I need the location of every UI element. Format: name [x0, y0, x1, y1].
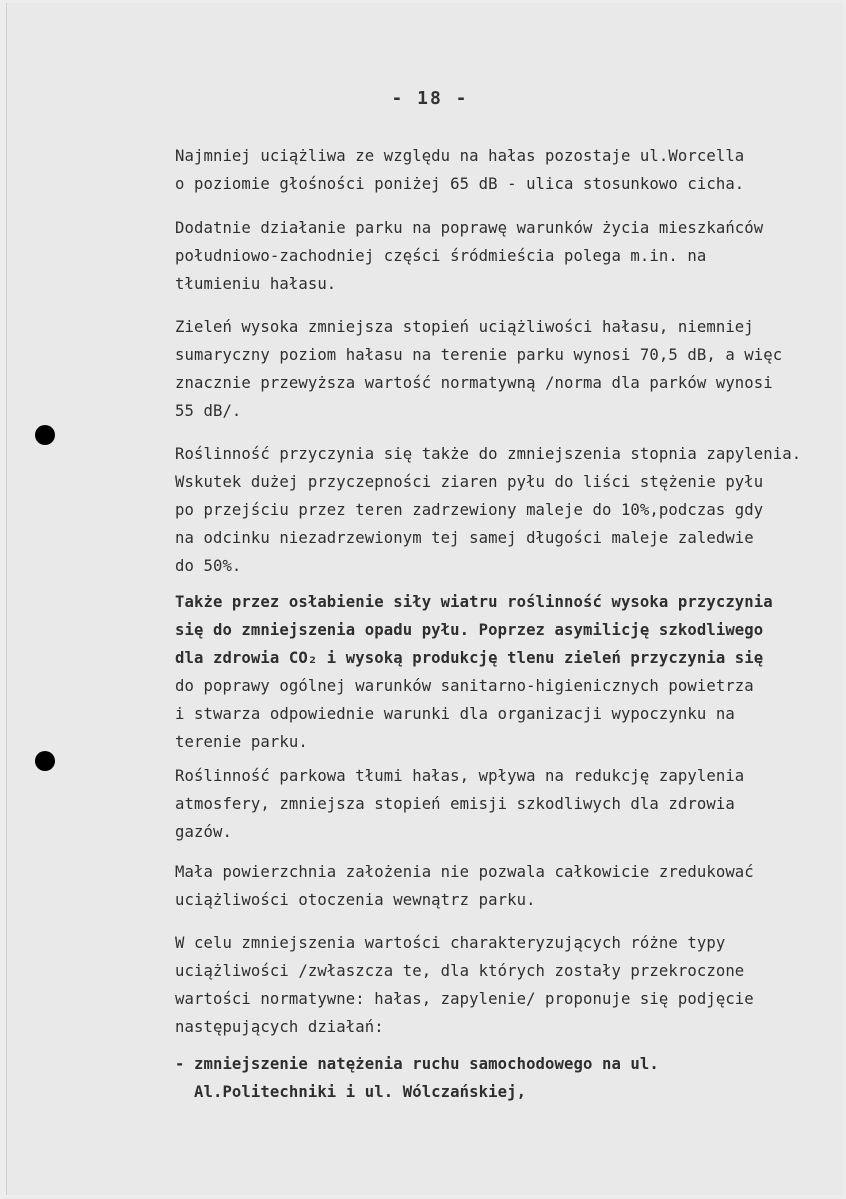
text-line: wartości normatywne: hałas, zapylenie/ proponuje się podjęcie	[175, 990, 754, 1008]
punch-hole-bottom	[35, 751, 55, 771]
action-list	[175, 1050, 835, 1106]
paragraph-noise-worcella	[175, 142, 835, 198]
text-line: na odcinku niezadrzewionym tej samej długości maleje zaledwie	[175, 529, 754, 547]
text-line: gazów.	[175, 823, 232, 841]
text-line: uciążliwości otoczenia wewnątrz parku.	[175, 891, 536, 909]
paragraph-dust-reduction	[175, 440, 835, 580]
text-line: następujących działań:	[175, 1018, 384, 1036]
paragraph-proposed-actions	[175, 929, 835, 1041]
text-line: Roślinność parkowa tłumi hałas, wpływa na redukcję zapylenia	[175, 767, 745, 785]
text-line: po przejściu przez teren zadrzewiony maleje do 10%,podczas gdy	[175, 501, 764, 519]
text-line: i stwarza odpowiednie warunki dla organizacji wypoczynku na	[175, 705, 735, 723]
text-line: Zieleń wysoka zmniejsza stopień uciążliwości hałasu, niemniej	[175, 318, 754, 336]
text-line: Najmniej uciążliwa ze względu na hałas pozostaje ul.Worcella	[175, 147, 745, 165]
text-line: terenie parku.	[175, 733, 308, 751]
list-item: - zmniejszenie natężenia ruchu samochodowego na ul.	[175, 1055, 659, 1073]
text-line: znacznie przewyższa wartość normatywną /norma dla parków wynosi	[175, 374, 773, 392]
text-line: do poprawy ogólnej warunków sanitarno-higienicznych powietrza	[175, 677, 754, 695]
text-line: dla zdrowia CO₂ i wysoką produkcję tlenu zieleń przyczynia się	[175, 649, 764, 667]
text-line: się do zmniejszenia opadu pyłu. Poprzez asymilicję szkodliwego	[175, 621, 764, 639]
text-line: 55 dB/.	[175, 402, 242, 420]
paragraph-park-effect	[175, 214, 835, 298]
text-line: Roślinność przyczynia się także do zmniejszenia stopnia zapylenia.	[175, 445, 802, 463]
paragraph-noise-level	[175, 313, 835, 425]
text-line: południowo-zachodniej części śródmieścia polega m.in. na	[175, 247, 707, 265]
text-line: sumaryczny poziom hałasu na terenie parku wynosi 70,5 dB, a więc	[175, 346, 783, 364]
text-line: o poziomie głośności poniżej 65 dB - ulica stosunkowo cicha.	[175, 175, 745, 193]
text-line: Mała powierzchnia założenia nie pozwala całkowicie zredukować	[175, 863, 754, 881]
text-line: atmosfery, zmniejsza stopień emisji szkodliwych dla zdrowia	[175, 795, 735, 813]
text-line: do 50%.	[175, 557, 242, 575]
list-item: Al.Politechniki i ul. Wólczańskiej,	[175, 1083, 527, 1101]
page-number: - 18 -	[391, 88, 469, 109]
text-line: Także przez osłabienie siły wiatru roślinność wysoka przyczynia	[175, 593, 773, 611]
text-line: Dodatnie działanie parku na poprawę warunków życia mieszkańców	[175, 219, 764, 237]
paragraph-wind-oxygen	[175, 588, 835, 756]
paragraph-vegetation-summary	[175, 762, 835, 846]
text-line: uciążliwości /zwłaszcza te, dla których zostały przekroczone	[175, 962, 745, 980]
text-line: tłumieniu hałasu.	[175, 275, 337, 293]
punch-hole-top	[35, 425, 55, 445]
text-line: W celu zmniejszenia wartości charakteryzujących różne typy	[175, 934, 726, 952]
paragraph-small-area	[175, 858, 835, 914]
text-line: Wskutek dużej przyczepności ziaren pyłu do liści stężenie pyłu	[175, 473, 764, 491]
